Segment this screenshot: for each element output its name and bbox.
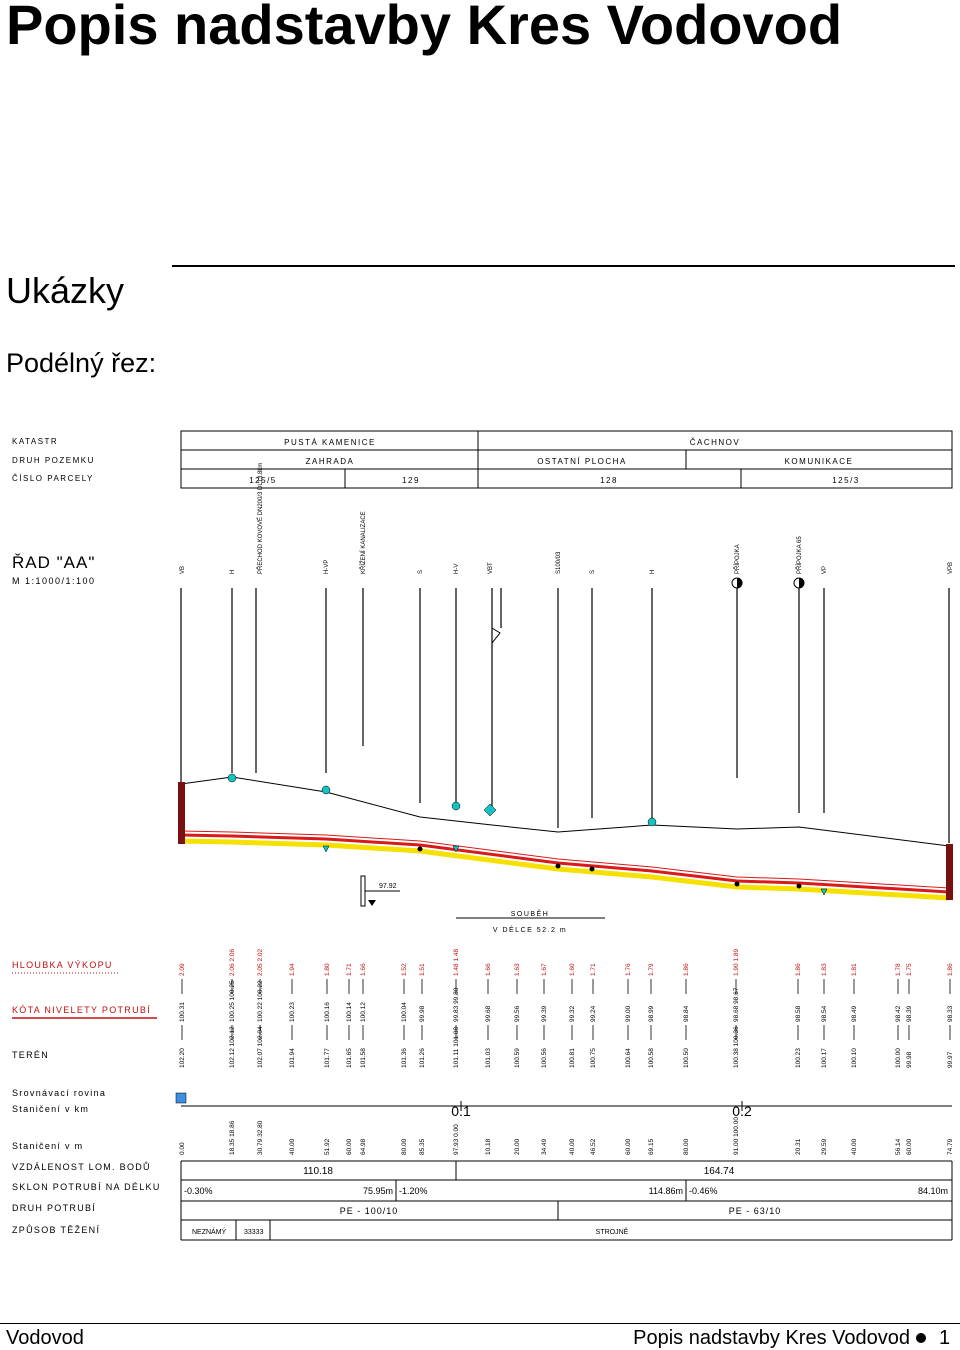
zpusob-1: NEZNÁMÝ <box>192 1229 227 1236</box>
hloubka-value: 1.60 <box>569 963 576 976</box>
hloubka-value: 1.78 <box>895 963 902 976</box>
staniceni_m-value: 91.00 100.00 <box>733 1117 740 1155</box>
section-heading: Ukázky <box>6 270 125 311</box>
teren-value: 102.12 102.12 <box>229 1026 236 1068</box>
teren-values <box>179 1026 954 1068</box>
teren-value: 102.20 <box>179 1048 186 1068</box>
bullet-icon <box>916 1333 926 1343</box>
sklon-5: -0.46% <box>689 1186 718 1196</box>
sklon-3: -1.20% <box>399 1186 428 1196</box>
parcela-4: 125/3 <box>832 476 860 485</box>
staniceni_m-value: 60.00 <box>906 1138 913 1155</box>
vlabel: VP <box>822 565 828 574</box>
hloubka-values <box>179 949 954 994</box>
rad-title: ŘAD "AA" <box>12 553 96 572</box>
label-kota: KÓTA NIVELETY POTRUBÍ <box>12 1005 151 1015</box>
kota-value: 100.12 <box>360 1002 367 1022</box>
scale-label: M 1:1000/1:100 <box>12 576 96 586</box>
teren-value: 100.38 100.36 <box>733 1026 740 1068</box>
vlabel: PŘÍPOJKA 65 <box>797 536 803 574</box>
hloubka-value: 1.90 1.89 <box>733 948 740 976</box>
hloubka-value: 1.79 <box>648 963 655 976</box>
soubeh-top: SOUBĚH <box>510 911 550 918</box>
staniceni_m-value: 34.49 <box>541 1138 548 1155</box>
object-verticals <box>181 588 949 843</box>
kota-value: 99.98 <box>419 1005 426 1022</box>
label-srovnavaci: Srovnávací rovina <box>12 1088 107 1098</box>
teren-value: 101.11 101.08 <box>453 1026 460 1068</box>
staniceni_m-value: 40.00 <box>289 1138 296 1155</box>
label-zpusob: ZPŮSOB TĚŽENÍ <box>12 1225 101 1235</box>
staniceni_m-value: 60.00 <box>346 1138 353 1155</box>
sklon-6: 84.10m <box>917 1186 948 1196</box>
kota-value: 98.84 <box>683 1005 690 1022</box>
hloubka-value: 1.94 <box>289 963 296 976</box>
soubeh-bottom: V DÉLCE 52.2 m <box>492 927 568 934</box>
staniceni_m-value: 97.93 0.00 <box>453 1124 460 1155</box>
kota-value: 100.23 <box>289 1002 296 1022</box>
vlabel: VB <box>180 565 186 574</box>
hloubka-value: 1.86 <box>947 963 954 976</box>
teren-value: 102.07 102.04 <box>257 1026 264 1068</box>
kota-value: 98.39 <box>906 1005 913 1022</box>
kota-value: 98.49 <box>851 1005 858 1022</box>
teren-value: 101.36 <box>401 1048 408 1068</box>
label-staniceni-m: Staničení v m <box>12 1141 84 1151</box>
vlabel: VPB <box>948 561 954 574</box>
hloubka-value: 1.81 <box>851 963 858 976</box>
staniceni_m-value: 20.31 <box>795 1138 802 1155</box>
teren-value: 100.56 <box>541 1048 548 1068</box>
kota-values <box>179 980 954 1040</box>
pipe-yellow <box>181 841 949 898</box>
label-teren: TERÉN <box>12 1050 50 1060</box>
hloubka-value: 1.83 <box>821 963 828 976</box>
teren-value: 101.26 <box>419 1048 426 1068</box>
hloubka-value: 1.71 <box>590 963 597 976</box>
hloubka-value: 2.06 2.06 <box>229 948 236 976</box>
sklon-1: -0.30% <box>184 1186 213 1196</box>
longitudinal-profile-drawing <box>0 428 960 1243</box>
start-post <box>178 782 185 844</box>
staniceni_m-value: 18.35 18.86 <box>229 1120 236 1155</box>
kota-value: 98.42 <box>895 1005 902 1022</box>
staniceni_m-value: 29.59 <box>821 1138 828 1155</box>
teren-value: 100.75 <box>590 1048 597 1068</box>
kota-value: 100.22 100.22 <box>257 980 264 1022</box>
staniceni_m-value: 46.52 <box>590 1138 597 1155</box>
teren-value: 99.97 <box>947 1051 954 1068</box>
hloubka-value: 1.63 <box>514 963 521 976</box>
druh-potrubi-2: PE - 63/10 <box>728 1206 782 1216</box>
staniceni_m-value: 51.92 <box>324 1138 331 1155</box>
hloubka-value: 1.76 <box>625 963 632 976</box>
hloubka-value: 1.67 <box>541 963 548 976</box>
kota-value: 99.00 <box>625 1005 632 1022</box>
parcela-2: 129 <box>402 476 420 485</box>
label-hloubka: HLOUBKA VÝKOPU <box>12 960 113 970</box>
vlabel: S100/03 <box>556 551 562 574</box>
hloubka-value: 2.05 2.02 <box>257 948 264 976</box>
hloubka-value: 1.66 <box>360 963 367 976</box>
druh-2: OSTATNÍ PLOCHA <box>537 457 627 466</box>
vzd-1: 110.18 <box>303 1166 333 1177</box>
teren-value: 100.64 <box>625 1048 632 1068</box>
teren-value: 100.23 <box>795 1048 802 1068</box>
label-staniceni-km: Staničení v km <box>12 1104 90 1114</box>
kota-value: 100.04 <box>401 1002 408 1022</box>
page-title: Popis nadstavby Kres Vodovod <box>6 0 843 56</box>
footer-left: Vodovod <box>6 1327 84 1349</box>
footer-rule <box>0 1323 960 1324</box>
vlabel: PŘECHOD KOVOVÉ DN200/3 DL13.8km <box>258 462 264 574</box>
staniceni_m-value: 0.00 <box>179 1142 186 1155</box>
hloubka-value: 1.66 <box>485 963 492 976</box>
datum-icon <box>176 1093 186 1103</box>
hloubka-value: 1.86 <box>683 963 690 976</box>
row-label-parcela: ČÍSLO PARCELY <box>12 474 94 483</box>
parcela-3: 128 <box>600 476 618 485</box>
vlabel: S <box>590 569 596 574</box>
row-label-katastr: KATASTR <box>12 437 59 446</box>
label-vzdalenost: VZDÁLENOST LOM. BODŮ <box>12 1162 151 1172</box>
staniceni_m-value: 40.00 <box>569 1138 576 1155</box>
hloubka-value: 1.51 <box>419 963 426 976</box>
vlabel: H <box>650 569 656 574</box>
teren-value: 100.17 <box>821 1048 828 1068</box>
zpusob-2: 33333 <box>244 1229 264 1236</box>
staniceni_m-value: 74.79 <box>947 1138 954 1155</box>
label-druh-potrubi: DRUH POTRUBÍ <box>12 1203 97 1213</box>
kota-value: 99.32 <box>569 1005 576 1022</box>
teren-value: 100.59 <box>514 1048 521 1068</box>
hloubka-value: 1.75 <box>906 963 913 976</box>
vlabel: H <box>230 569 236 574</box>
vlabel: H-V <box>454 563 460 574</box>
vlabel: H-VP <box>324 559 330 574</box>
druh-1: ZAHRADA <box>305 457 355 466</box>
teren-value: 101.03 <box>485 1048 492 1068</box>
staniceni_m-value: 80.00 <box>401 1138 408 1155</box>
header-rule <box>172 265 955 267</box>
druh-potrubi-1: PE - 100/10 <box>339 1206 399 1216</box>
kota-value: 98.99 <box>648 1005 655 1022</box>
sklon-4: 114.86m <box>648 1186 683 1196</box>
kota-value: 98.68 98.67 <box>733 987 740 1022</box>
km-0.1: 0.1 <box>451 1103 471 1119</box>
teren-value: 101.94 <box>289 1048 296 1068</box>
vlabel: VBT <box>488 562 494 574</box>
teren-value: 99.98 <box>906 1051 913 1068</box>
hloubka-value: 2.09 <box>179 963 186 976</box>
vlabel: S <box>418 569 424 574</box>
km-0.2: 0.2 <box>732 1103 752 1119</box>
teren-value: 101.77 <box>324 1048 331 1068</box>
staniceni_m-value: 69.15 <box>648 1138 655 1155</box>
vlabel: PŘÍPOJKA <box>735 544 741 574</box>
subheading: Podélný řez: <box>6 348 157 378</box>
hloubka-value: 1.52 <box>401 963 408 976</box>
staniceni_m-value: 64.98 <box>360 1138 367 1155</box>
vlabel: KŘÍŽENÍ KANALIZACE <box>361 511 367 574</box>
terrain-line <box>181 777 949 846</box>
zpusob-3: STROJNĚ <box>595 1229 629 1236</box>
kota-value: 99.24 <box>590 1005 597 1022</box>
staniceni_m-value: 20.00 <box>514 1138 521 1155</box>
end-post <box>946 844 953 900</box>
kota-value: 100.31 <box>179 1002 186 1022</box>
staniceni_m-value: 30.79 32.80 <box>257 1120 264 1155</box>
staniceni_m-value: 60.00 <box>625 1138 632 1155</box>
kota-value: 98.33 <box>947 1005 954 1022</box>
teren-value: 100.50 <box>683 1048 690 1068</box>
staniceni_m-value: 56.14 <box>895 1138 902 1155</box>
crossing-elevation: 97.92 <box>379 883 397 890</box>
teren-value: 101.58 <box>360 1048 367 1068</box>
label-sklon: SKLON POTRUBÍ NA DÉLKU <box>12 1182 161 1192</box>
kota-value: 100.14 <box>346 1002 353 1022</box>
kota-value: 99.39 <box>541 1005 548 1022</box>
katastr-1: PUSTÁ KAMENICE <box>284 438 376 447</box>
staniceni-m-values <box>179 1117 954 1155</box>
vzd-2: 164.74 <box>703 1166 735 1177</box>
staniceni_m-value: 80.00 <box>683 1138 690 1155</box>
kota-value: 99.68 <box>485 1005 492 1022</box>
parcela-1: 125/5 <box>249 476 277 485</box>
druh-3: KOMUNIKACE <box>784 457 854 466</box>
page-number: 1 <box>939 1327 951 1349</box>
teren-value: 101.65 <box>346 1048 353 1068</box>
footer-title: Popis nadstavby Kres Vodovod <box>633 1327 910 1349</box>
teren-value: 100.10 <box>851 1048 858 1068</box>
hloubka-value: 1.86 <box>795 963 802 976</box>
kota-value: 100.16 <box>324 1002 331 1022</box>
staniceni_m-value: 85.35 <box>419 1138 426 1155</box>
row-label-druh: DRUH POZEMKU <box>12 456 95 465</box>
hloubka-value: 1.71 <box>346 963 353 976</box>
kota-value: 98.54 <box>821 1005 828 1022</box>
kota-value: 99.83 99.80 <box>453 987 460 1022</box>
teren-value: 100.00 <box>895 1048 902 1068</box>
kota-value: 98.58 <box>795 1005 802 1022</box>
hloubka-value: 1.48 1.48 <box>453 948 460 976</box>
kota-value: 99.56 <box>514 1005 521 1022</box>
teren-value: 100.58 <box>648 1048 655 1068</box>
teren-value: 100.81 <box>569 1048 576 1068</box>
hloubka-value: 1.80 <box>324 963 331 976</box>
katastr-2: ČACHNOV <box>689 438 741 447</box>
staniceni_m-value: 10.18 <box>485 1138 492 1155</box>
staniceni_m-value: 40.00 <box>851 1138 858 1155</box>
sklon-2: 75.95m <box>362 1186 393 1196</box>
kota-value: 100.25 100.25 <box>229 980 236 1022</box>
